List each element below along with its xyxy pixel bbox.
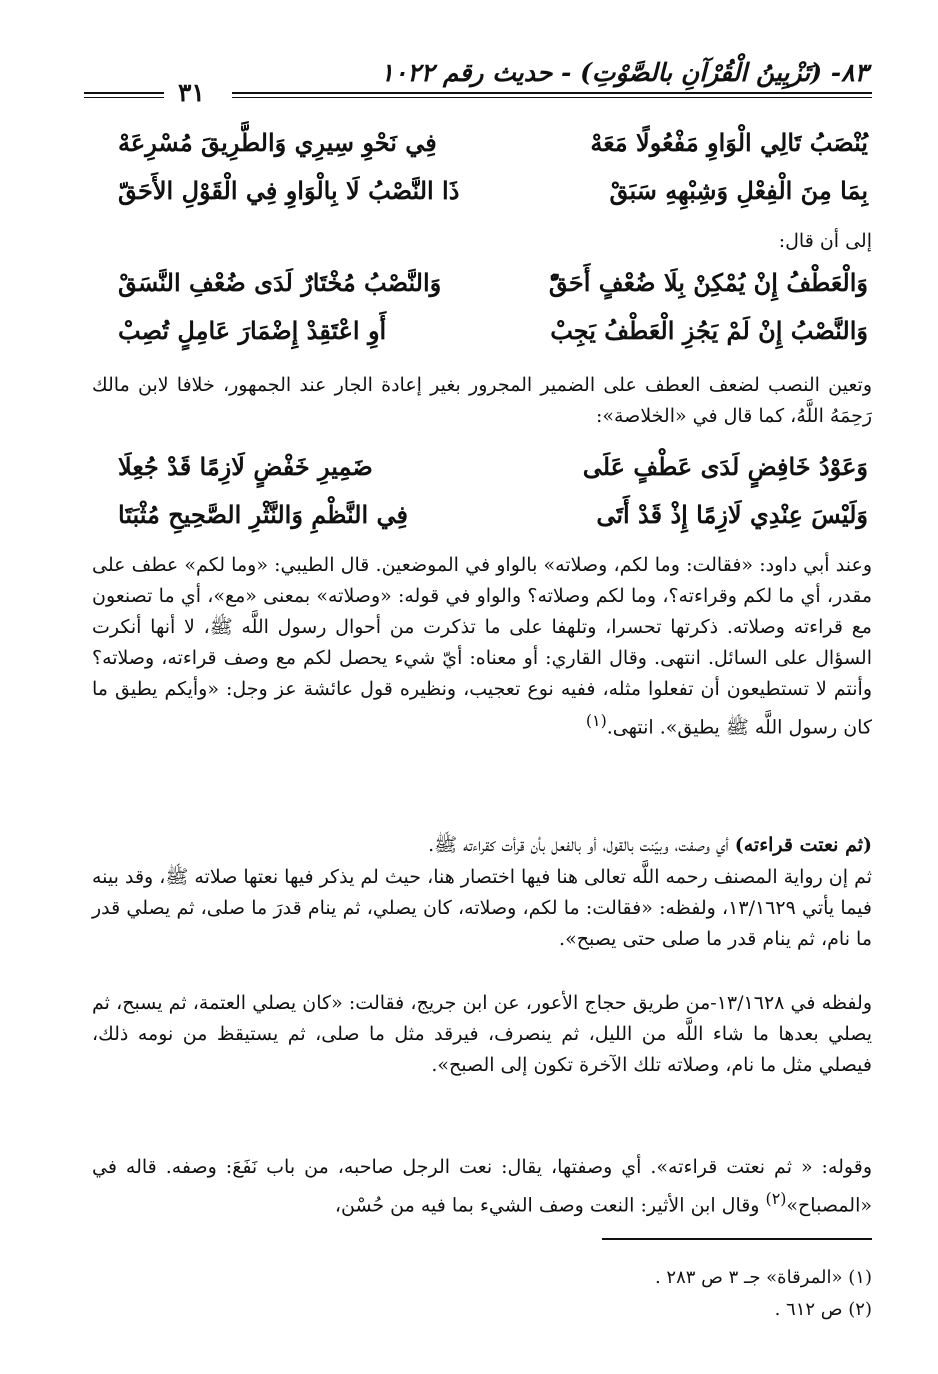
verse-hemistich-first: يُنْصَبُ تَالِي الْوَاوِ مَفْعُولًا مَعَهْ	[590, 128, 868, 157]
verse-line	[118, 128, 868, 176]
verse-hemistich-second: أَوِ اعْتَقِدْ إِضْمَارَ عَامِلٍ تُصِبْ	[118, 316, 387, 345]
footnotes	[300, 1262, 872, 1326]
running-header-title: ٨٣- (تَزْيِينُ الْقُرْآنِ بالصَّوْتِ) - حديث رقم ١٠٢٢	[380, 58, 868, 87]
paragraph-2	[92, 550, 872, 743]
paragraph-text: وقوله: « ثم نعتت قراءته». أي وصفتها، يقال: نعت الرجل صاحبه، من باب نَفَعَ: وصفه. قاله في «المصباح»	[92, 1156, 872, 1217]
intro-text: إلى أن قال:	[778, 230, 872, 252]
paragraph-text: وتعين النصب لضعف العطف على الضمير المجرور بغير إعادة الجار عند الجمهور، خلافا لابن مالك رَحِمَهُ اللَّهُ، كما قال في «الخلاصة»:	[92, 374, 872, 427]
paragraph-4	[92, 862, 872, 955]
header-rule-short	[84, 92, 164, 98]
paragraph-text: ولفظه في ١٣/١٦٢٨-من طريق حجاج الأعور، عن ابن جريج، فقالت: «كان يصلي العتمة، ثم يسبح، ثم يصلي بعدها ما شاء اللَّه من الليل، ثم ينصرف، فيرقد مثل ما صلى، ثم يستيقظ من نومه ذلك، فيصلي مثل ما نام، وصلاته تلك الآخرة تكون إلى الصبح».	[92, 992, 872, 1076]
paragraph-text: وعند أبي داود: «فقالت: وما لكم، وصلاته» بالواو في الموضعين. قال الطيبي: «وما لكم» عطف على مقدر، أي ما لكم وقراءته؟، وما لكم وصلاته؟ والواو في قوله: «وصلاته» بمعنى «مع»، أي ما تصنعون مع قراءته وصلاته. ذكرتها تحسرا، وتلهفا على ما تذكرت من أحوال رسول اللَّه ﷺ، لا أنها أنكرت السؤال على السائل. انتهى. وقال القاري: أو معناه: أيّ شيء يحصل لكم مع وصف قراءته، وصلاته؟ وأنتم لا تستطيعون أن تفعلوا مثله، ففيه نوع تعجيب، ونظيره قول عائشة عز وجل: «وأيكم يطيق ما كان رسول اللَّه ﷺ يطيق». انتهى.	[92, 554, 872, 739]
footnote-separator	[602, 1238, 872, 1240]
paragraph-5	[92, 988, 872, 1081]
verse-block-1	[118, 128, 868, 224]
verse-block-2	[118, 268, 868, 364]
footnote-2: (٢) ص ٦١٢ .	[774, 1299, 872, 1320]
verse-hemistich-second: ذَا النَّصْبُ لَا بِالْوَاوِ فِي الْقَوْلِ الأَحَقّ	[118, 176, 460, 205]
paragraph-6	[92, 1152, 872, 1221]
verse-line	[118, 316, 868, 364]
paragraph-1	[92, 370, 872, 432]
verse-hemistich-first: بِمَا مِنَ الْفِعْلِ وَشِبْهِهِ سَبَقْ	[609, 176, 868, 205]
verse-line	[118, 176, 868, 224]
paragraph-text-end: وقال ابن الأثير: النعت وصف الشيء بما فيه من حُسْن،	[334, 1194, 766, 1217]
verse-hemistich-second: ضَمِيرِ خَفْضٍ لَازِمًا قَدْ جُعِلَا	[118, 452, 373, 481]
verse-hemistich-second: فِي النَّظْمِ وَالنَّثْرِ الصَّحِيحِ مُثْبَتَا	[118, 500, 408, 529]
verse-hemistich-first: وَالْعَطْفُ إِنْ يُمْكِنْ بِلَا ضُعْفٍ أَحَقّْ	[548, 268, 868, 297]
verse-hemistich-second: فِي نَحْوِ سِيرِي وَالطَّرِيقَ مُسْرِعَهْ	[118, 128, 437, 157]
footnote-ref-1[interactable]: (١)	[585, 711, 607, 730]
intro-line	[92, 226, 872, 257]
footnote-ref-2[interactable]: (٢)	[765, 1189, 787, 1208]
header-rule	[232, 92, 872, 98]
paragraph-lead-bold: (ثم نعتت قراءته)	[734, 834, 872, 856]
paragraph-text: أي وصفت، وبيّنت بالقول، أو بالفعل بأن قرأت كقراءته ﷺ.	[428, 834, 735, 856]
footnote-1: (١) «المرقاة» جـ ٣ ص ٢٨٣ .	[654, 1267, 872, 1288]
paragraph-text: ثم إن رواية المصنف رحمه اللَّه تعالى هنا فيها اختصار هنا، حيث لم يذكر فيها نعتها صلاته ﷺ، وقد بينه فيما يأتي ١٣/١٦٢٩، ولفظه: «فقالت: ما لكم، وصلاته، كان يصلي، ثم ينام قدرَ ما صلى، ثم يصلي قدر ما نام، ثم ينام قدر ما صلى حتى يصبح».	[92, 866, 872, 950]
verse-hemistich-second: وَالنَّصْبُ مُخْتَارٌ لَدَى ضُعْفِ النَّسَقْ	[118, 268, 442, 297]
verse-hemistich-first: وَلَيْسَ عِنْدِي لَازِمًا إِذْ قَدْ أَتَى	[596, 500, 868, 529]
verse-line	[118, 268, 868, 316]
verse-line	[118, 452, 868, 500]
paragraph-3	[92, 830, 872, 861]
verse-hemistich-first: وَعَوْدُ خَافِضٍ لَدَى عَطْفٍ عَلَى	[582, 452, 868, 481]
verse-hemistich-first: وَالنَّصْبُ إِنْ لَمْ يَجُزِ الْعَطْفُ يَجِبْ	[550, 316, 868, 345]
page-number: ٣١	[178, 78, 205, 107]
verse-line	[118, 500, 868, 548]
verse-block-3	[118, 452, 868, 548]
